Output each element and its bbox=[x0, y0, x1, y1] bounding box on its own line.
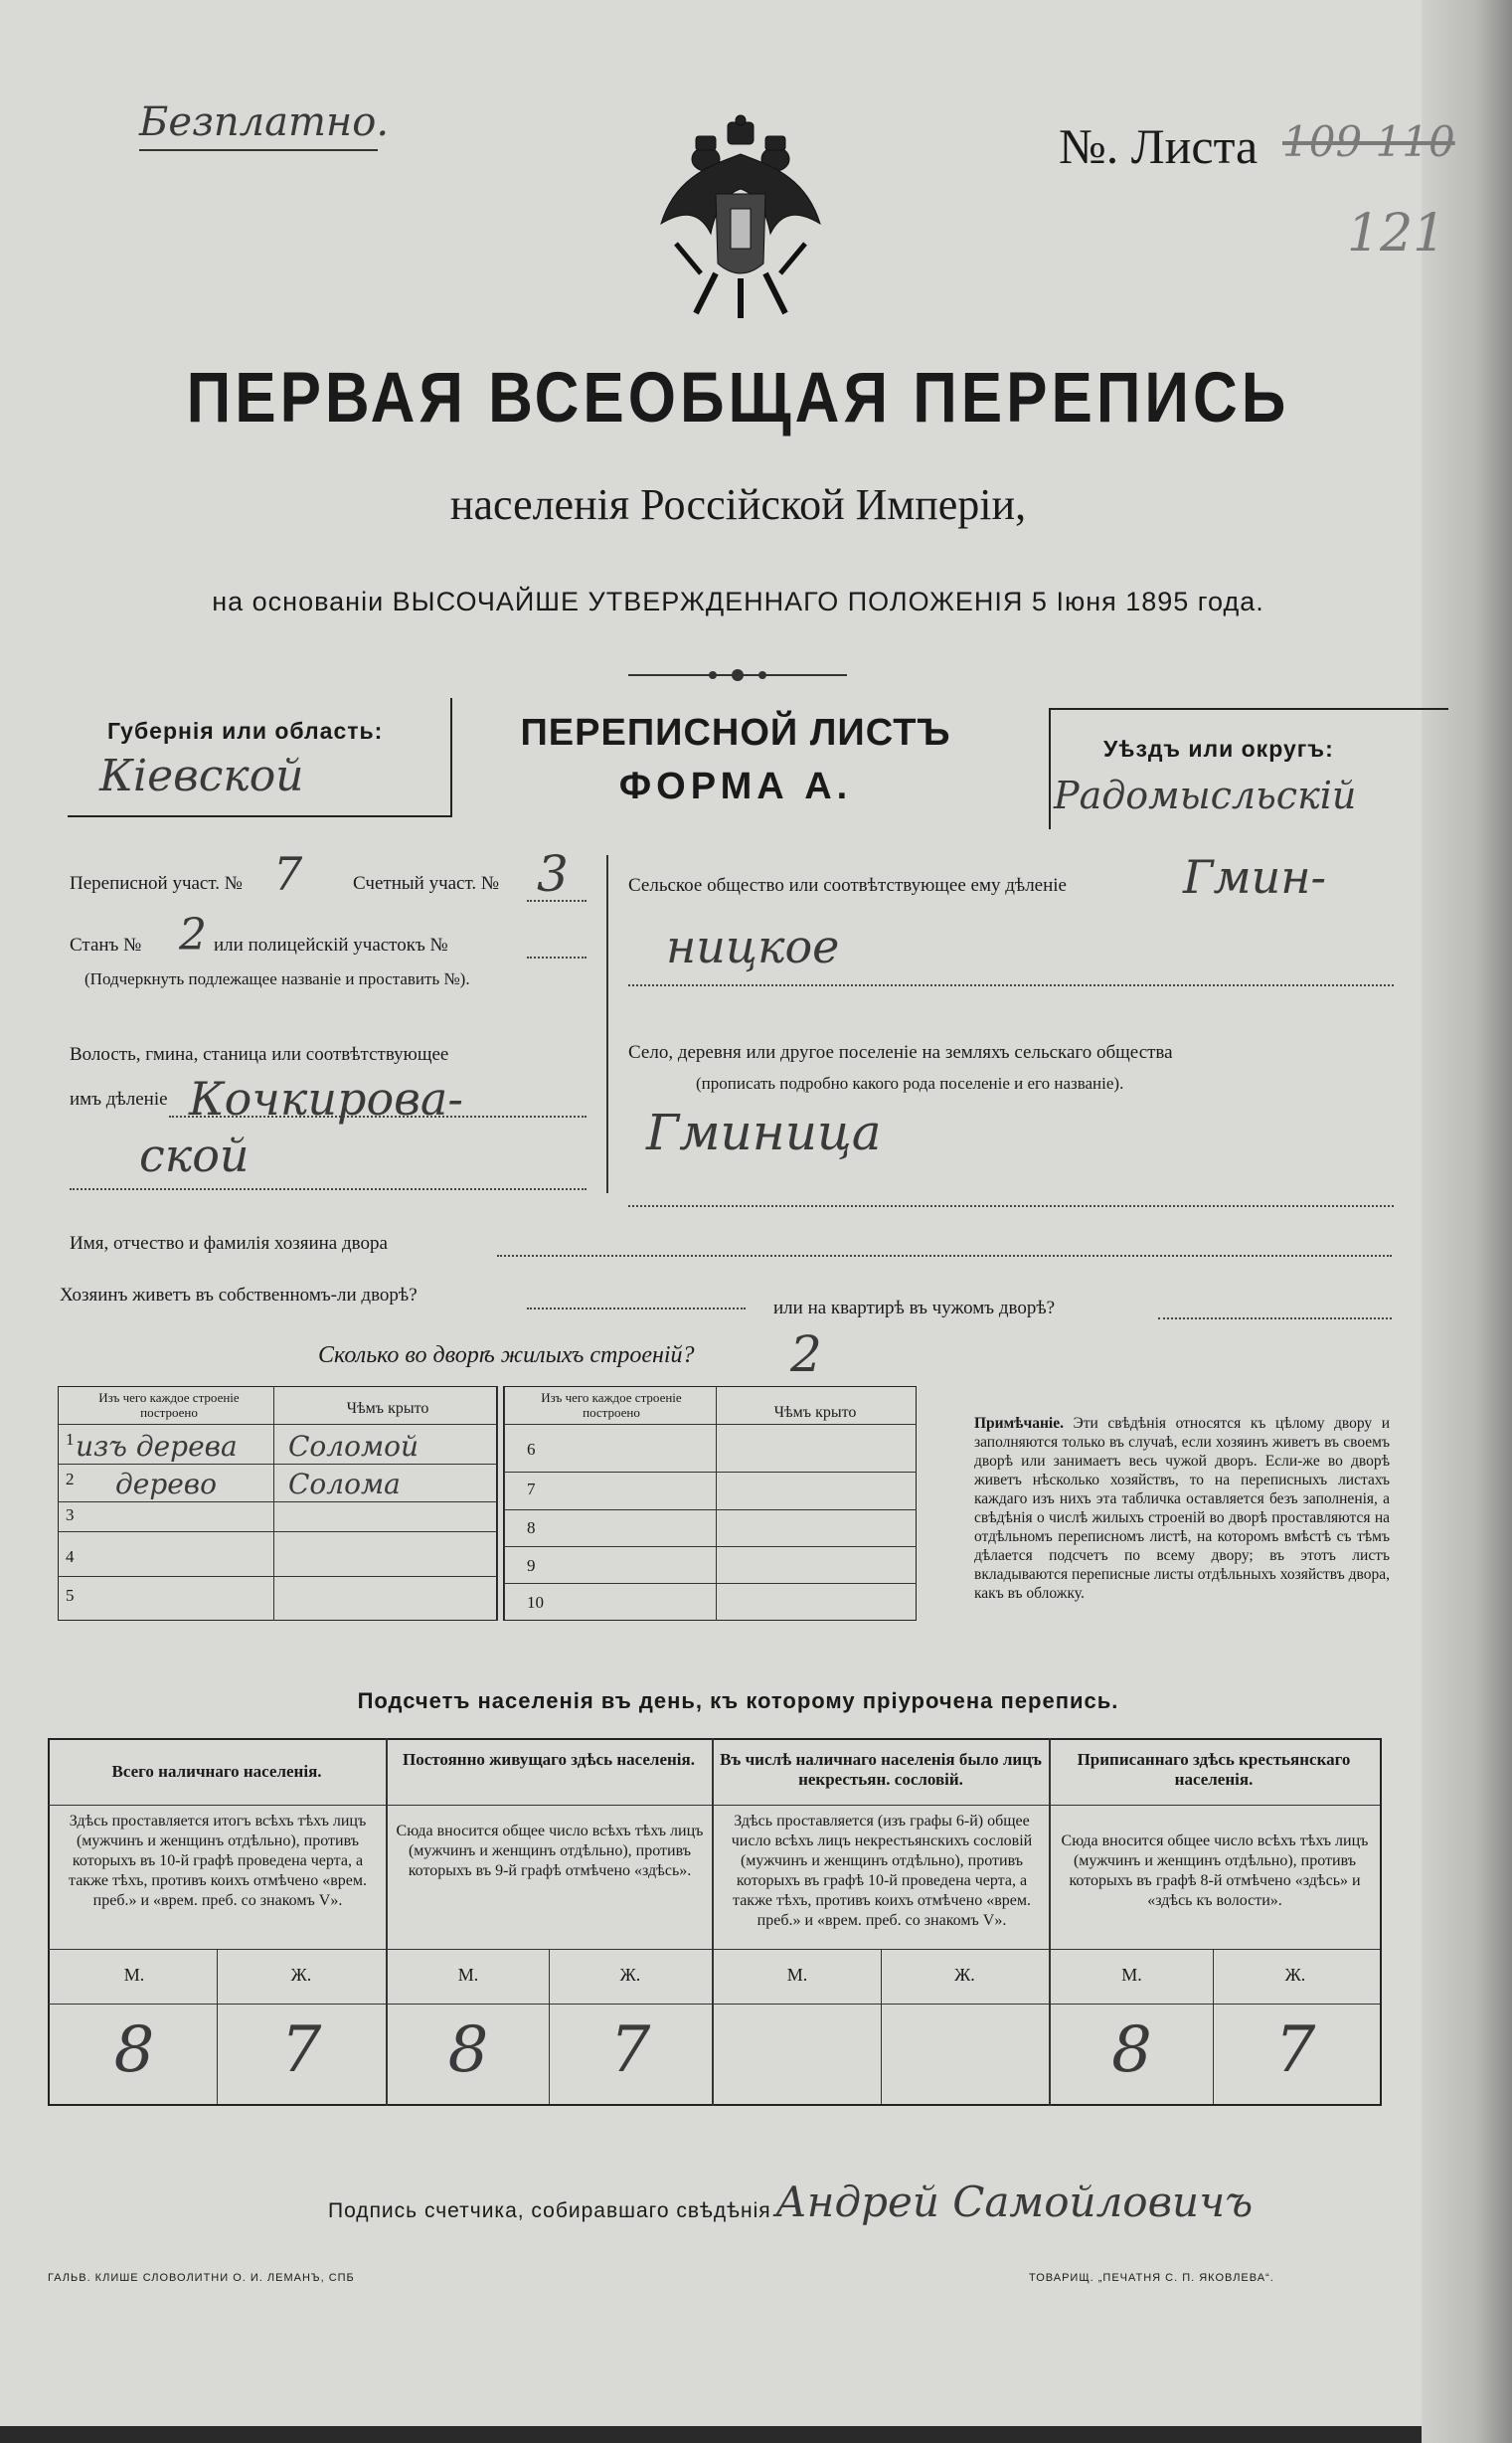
owner-label: Имя, отчество и фамилія хозяина двора bbox=[70, 1233, 388, 1254]
count-header-line bbox=[48, 1805, 1380, 1806]
buildings-row-line bbox=[58, 1576, 497, 1577]
count-m-label: М. bbox=[786, 1965, 808, 1985]
building-row-num: 4 bbox=[66, 1547, 75, 1566]
count-f-label: Ж. bbox=[619, 1965, 641, 1985]
buildings-row-line bbox=[503, 1583, 917, 1584]
count-col-header: Въ числѣ наличнаго населенія было лицъ некрестьян. сословій. bbox=[720, 1750, 1042, 1789]
count-m-label: М. bbox=[123, 1965, 145, 1985]
count-col-header: Постоянно живущаго здѣсь населенія. bbox=[403, 1750, 695, 1769]
buildings-table-left bbox=[58, 1386, 497, 1621]
volost-label-1: Волость, гмина, станица или соотвѣтствующее bbox=[70, 1044, 449, 1065]
buildings-value[interactable]: 2 bbox=[790, 1325, 822, 1383]
own-yard-line bbox=[527, 1308, 746, 1309]
count-section-label: Счетный участ. № bbox=[353, 873, 499, 894]
count-m-label: М. bbox=[457, 1965, 479, 1985]
count-col-divider bbox=[712, 1738, 714, 2106]
buildings-row-line bbox=[58, 1501, 497, 1502]
count-f-value[interactable]: 7 bbox=[1274, 2013, 1316, 2087]
village-value[interactable]: Гминица bbox=[646, 1104, 882, 1161]
building-row-num: 9 bbox=[527, 1556, 536, 1575]
building-row-num: 6 bbox=[527, 1440, 536, 1459]
footer-left: ГАЛЬВ. КЛИШЕ СЛОВОЛИТНИ О. И. ЛЕМАНЪ, СПБ bbox=[48, 2272, 355, 2284]
signature-label: Подпись счетчика, собиравшаго свѣдѣнія bbox=[328, 2199, 771, 2222]
count-mf-line bbox=[48, 2004, 1380, 2005]
province-value[interactable]: Кіевской bbox=[99, 751, 304, 801]
sheet-number-value: 109 110 bbox=[1282, 117, 1455, 166]
count-col-desc: Здѣсь проставляется итогъ всѣхъ тѣхъ лицъ (мужчинъ и женщинъ отдѣльно), противъ которыхъ въ 10-й графѣ проведена черта, а также тѣхъ, противъ коихъ отмѣчено «врем. преб.» и «врем. преб. со знакомъ V». bbox=[69, 1813, 367, 1909]
building-roof[interactable]: Соломой bbox=[288, 1430, 420, 1463]
count-section-line bbox=[527, 900, 587, 902]
building-row-num: 3 bbox=[66, 1505, 75, 1524]
buildings-col1-header: Изъ чего каждое строеніе построено bbox=[98, 1390, 240, 1420]
count-m-value[interactable]: 8 bbox=[1111, 2013, 1152, 2087]
province-label: Губернія или область: bbox=[107, 718, 384, 744]
own-yard-label: Хозяинъ живетъ въ собственномъ-ли дворѣ? bbox=[60, 1285, 418, 1306]
form-title: ПЕРЕПИСНОЙ ЛИСТЪ bbox=[520, 712, 951, 754]
note-text: Эти свѣдѣнія относятся къ цѣлому двору и заполняются только въ случаѣ, если хозяинъ живетъ въ своемъ дворѣ или занимаетъ весь чужой дворъ. Если-же во дворѣ живетъ нѣсколько хозяйствъ, то на переписныхъ листахъ каждаго изъ нихъ эта табличка оставляется безъ заполненія, а свѣдѣнія о числѣ жилыхъ строеній во дворѣ проставляются на отдѣльномъ переписномъ листѣ, на которомъ вмѣстѣ съ тѣмъ дѣлается подсчетъ по всему двору; въ этотъ листъ вкладываются переписные листы отдѣльныхъ хозяйствъ двора, какъ въ обложку. bbox=[974, 1415, 1391, 1602]
buildings-right-divider bbox=[716, 1386, 717, 1621]
count-f-label: Ж. bbox=[290, 1965, 312, 1985]
sheet-number-corrected: 121 bbox=[1347, 204, 1446, 263]
village-label: Село, деревня или другое поселеніе на земляхъ сельскаго общества bbox=[628, 1042, 1173, 1063]
count-m-value[interactable]: 8 bbox=[113, 2013, 155, 2087]
fields-divider bbox=[606, 855, 608, 1193]
building-row-num: 7 bbox=[527, 1480, 536, 1498]
buildings-row-line bbox=[58, 1531, 497, 1532]
village-note: (прописать подробно какого рода поселеніе и его названіе). bbox=[696, 1074, 1124, 1093]
building-material[interactable]: изъ дерева bbox=[76, 1430, 238, 1463]
society-label: Сельское общество или соотвѣтствующее ему дѣленіе bbox=[628, 875, 1067, 896]
building-row-num: 2 bbox=[66, 1470, 75, 1488]
subtitle: населенія Россійской Имперіи, bbox=[449, 480, 1027, 529]
buildings-col2-header-right: Чѣмъ крыто bbox=[773, 1404, 857, 1421]
building-roof[interactable]: Солома bbox=[288, 1468, 401, 1500]
counter-signature[interactable]: Андрей Самойловичъ bbox=[775, 2178, 1254, 2226]
count-f-value[interactable]: 7 bbox=[280, 2013, 322, 2087]
owner-line bbox=[497, 1255, 1392, 1257]
free-label: Безплатно. bbox=[139, 99, 390, 145]
buildings-col1-header-right: Изъ чего каждое строеніе построено bbox=[541, 1390, 682, 1420]
stan-note: (Подчеркнуть подлежащее названіе и проставить №). bbox=[84, 969, 470, 988]
note-title: Примѣчаніе. bbox=[974, 1415, 1064, 1432]
society-value-1[interactable]: Гмин- bbox=[1183, 850, 1327, 904]
society-value-2[interactable]: ницкое bbox=[666, 920, 840, 973]
stan-value[interactable]: 2 bbox=[179, 910, 207, 960]
double-headed-eagle-icon bbox=[656, 114, 825, 333]
building-row-num: 10 bbox=[527, 1593, 544, 1612]
police-label: или полицейскій участокъ № bbox=[214, 935, 448, 956]
building-row-num: 5 bbox=[66, 1586, 75, 1605]
buildings-right-header-line bbox=[503, 1424, 917, 1425]
buildings-left-divider bbox=[273, 1386, 274, 1621]
count-col-desc: Сюда вносится общее число всѣхъ тѣхъ лицъ (мужчинъ и женщинъ отдѣльно), противъ которыхъ въ 9-й графѣ отмѣчено «здѣсь». bbox=[396, 1823, 704, 1879]
society-line bbox=[628, 984, 1394, 986]
ornament-divider-icon bbox=[628, 664, 847, 686]
buildings-left-header-line bbox=[58, 1424, 497, 1425]
free-underline bbox=[139, 149, 378, 151]
count-f-label: Ж. bbox=[1284, 1965, 1306, 1985]
count-col-desc: Сюда вносится общее число всѣхъ тѣхъ лицъ (мужчинъ и женщинъ отдѣльно), противъ которыхъ въ графѣ 8-й отмѣчено «здѣсь» и «здѣсь къ волости». bbox=[1061, 1832, 1369, 1909]
sheet-number-label: №. Листа bbox=[1059, 118, 1259, 174]
buildings-label: Сколько во дворѣ жилыхъ строеній? bbox=[318, 1342, 695, 1368]
count-m-value[interactable]: 8 bbox=[447, 2013, 489, 2087]
building-row-num: 8 bbox=[527, 1518, 536, 1537]
count-m-label: М. bbox=[1121, 1965, 1142, 1985]
buildings-row-line bbox=[503, 1546, 917, 1547]
buildings-row-line bbox=[58, 1464, 497, 1465]
volost-line-1 bbox=[169, 1116, 587, 1118]
police-line bbox=[527, 957, 587, 959]
buildings-row-line bbox=[503, 1472, 917, 1473]
stan-label: Станъ № bbox=[70, 935, 142, 956]
count-table-title: Подсчетъ населенія въ день, къ которому пріурочена перепись. bbox=[357, 1688, 1119, 1713]
rent-label: или на квартирѣ въ чужомъ дворѣ? bbox=[773, 1298, 1056, 1318]
form-subtitle: ФОРМА А. bbox=[618, 766, 853, 807]
count-col-desc: Здѣсь проставляется (изъ графы 6-й) общее число всѣхъ лицъ некрестьянскихъ сословій (мужчинъ и женщинъ отдѣльно), противъ которыхъ въ графѣ 10-й проведена черта, а также тѣхъ, противъ коихъ отмѣчено «врем. преб.» и «врем. преб. со знакомъ V». bbox=[731, 1813, 1033, 1929]
main-title: ПЕРВАЯ ВСЕОБЩАЯ ПЕРЕПИСЬ bbox=[186, 358, 1290, 438]
rent-line bbox=[1158, 1317, 1392, 1319]
district-value[interactable]: Радомысльскій bbox=[1054, 774, 1357, 817]
census-section-value[interactable]: 7 bbox=[273, 847, 303, 901]
building-material[interactable]: дерево bbox=[115, 1468, 217, 1500]
volost-value-2[interactable]: ской bbox=[139, 1129, 250, 1182]
count-col-header: Всего наличнаго населенія. bbox=[111, 1762, 322, 1781]
count-f-value[interactable]: 7 bbox=[609, 2013, 651, 2087]
count-f-label: Ж. bbox=[954, 1965, 975, 1985]
count-col-header: Приписаннаго здѣсь крестьянскаго населенія. bbox=[1077, 1750, 1351, 1789]
footer-right: ТОВАРИЩ. „ПЕЧАТНЯ С. П. ЯКОВЛЕВА“. bbox=[1029, 2272, 1274, 2284]
volost-line-2 bbox=[70, 1188, 587, 1190]
village-line bbox=[628, 1205, 1394, 1207]
building-row-num: 1 bbox=[66, 1430, 75, 1449]
buildings-col2-header: Чѣмъ крыто bbox=[346, 1400, 429, 1417]
district-label: Уѣздъ или округъ: bbox=[1103, 736, 1334, 762]
volost-value-1[interactable]: Кочкирова- bbox=[189, 1072, 463, 1126]
buildings-note bbox=[974, 1414, 1390, 1603]
count-section-value[interactable]: 3 bbox=[537, 845, 569, 903]
count-desc-line bbox=[48, 1949, 1380, 1950]
census-section-label: Переписной участ. № bbox=[70, 873, 243, 894]
volost-label-2: имъ дѣленіе bbox=[70, 1089, 168, 1110]
legal-basis: на основаніи ВЫСОЧАЙШЕ УТВЕРЖДЕННАГО ПОЛОЖЕНІЯ 5 Іюня 1895 года. bbox=[212, 587, 1264, 616]
buildings-row-line bbox=[503, 1509, 917, 1510]
